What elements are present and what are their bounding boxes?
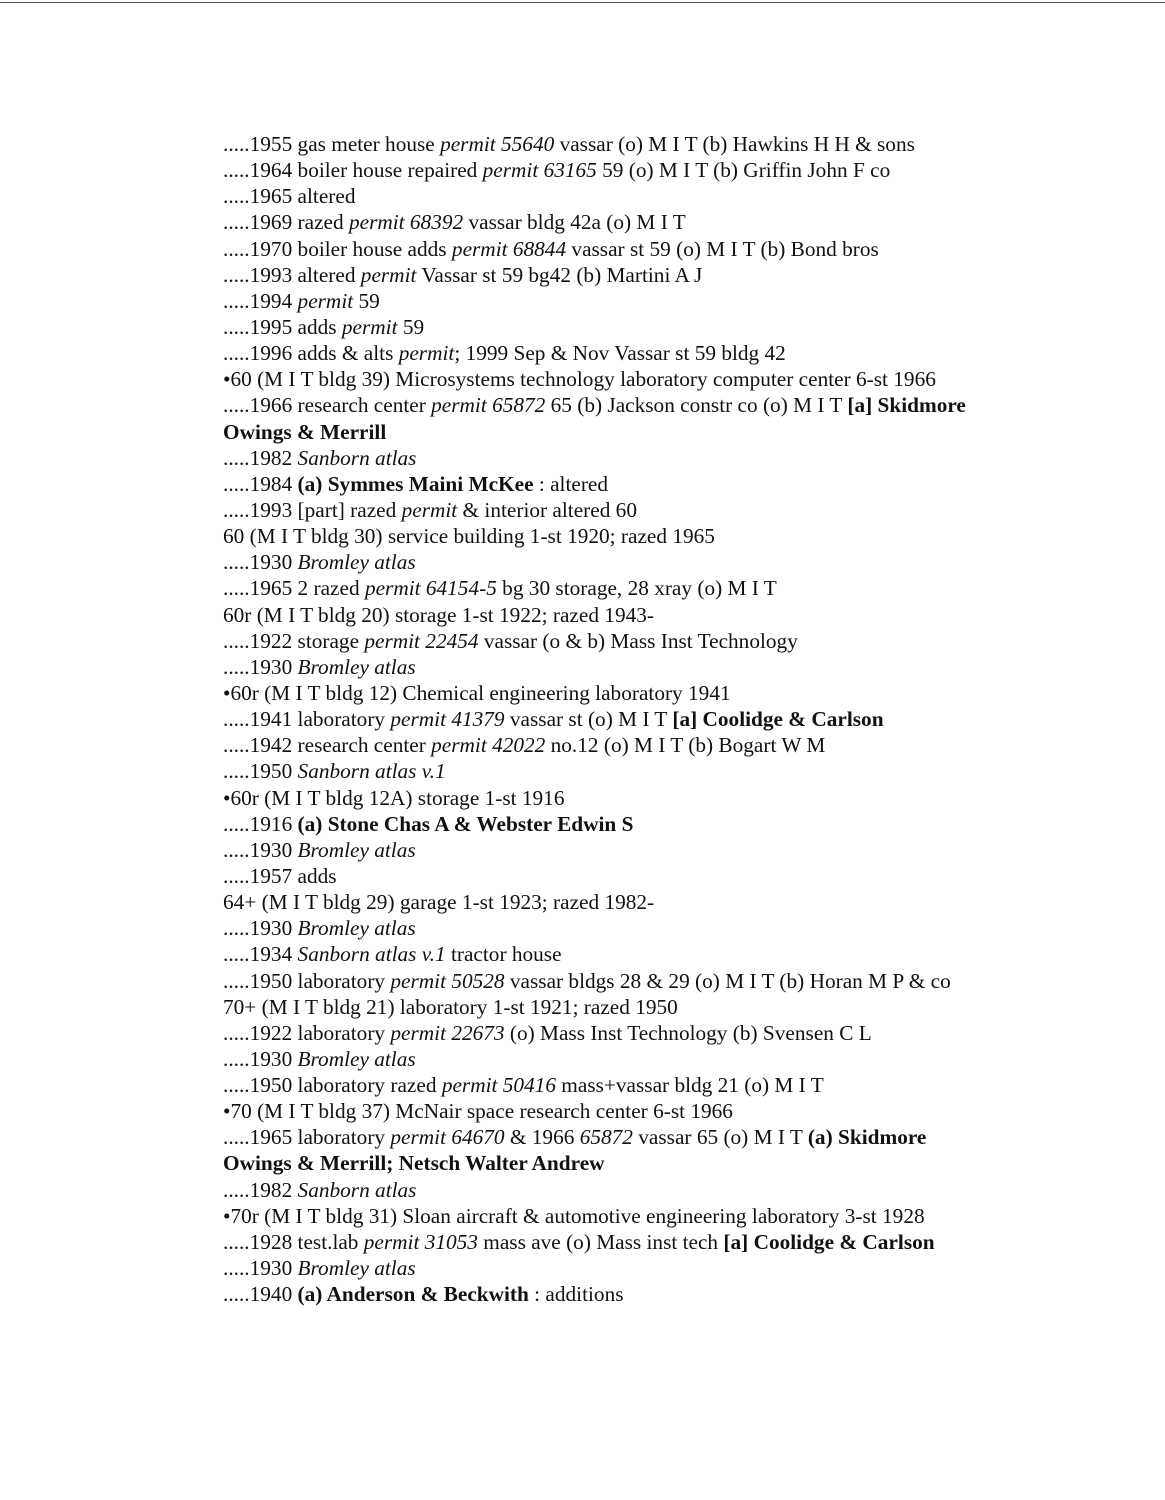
text-run: mass ave (o) Mass inst tech: [477, 1229, 724, 1254]
text-run: no.12 (o) M I T (b) Bogart W M: [545, 733, 826, 758]
text-line: [223, 1020, 1123, 1046]
text-line: [223, 863, 1123, 889]
italic-text: Sanborn atlas v.1: [297, 759, 446, 784]
italic-text: Bromley atlas: [297, 550, 416, 575]
text-run: .....1930: [223, 916, 298, 941]
bold-text: (a) Stone Chas A & Webster Edwin S: [297, 811, 634, 836]
italic-text: Bromley atlas: [297, 1046, 416, 1071]
text-line: [223, 131, 1123, 157]
italic-text: Sanborn atlas v.1: [297, 942, 446, 967]
text-line: [223, 575, 1123, 601]
text-run: (o) Mass Inst Technology (b) Svensen C L: [504, 1020, 872, 1045]
bold-text: Owings & Merrill: [223, 419, 387, 444]
text-line: [223, 968, 1123, 994]
italic-text: permit 42022: [431, 733, 546, 758]
text-line: [223, 1124, 1123, 1150]
text-run: .....1970 boiler house adds: [223, 236, 452, 261]
italic-text: permit 64154-5: [364, 576, 497, 601]
text-run: .....1955 gas meter house: [223, 132, 441, 156]
italic-text: permit 50416: [441, 1073, 556, 1098]
text-run: .....1993 altered: [223, 262, 361, 287]
text-line: [223, 706, 1123, 732]
text-run: .....1916: [223, 811, 298, 836]
text-run: vassar st 59 (o) M I T (b) Bond bros: [566, 236, 879, 261]
italic-text: permit: [360, 262, 417, 287]
text-run: .....1993 [part] razed: [223, 497, 402, 522]
text-line: [223, 340, 1123, 366]
scan-top-edge: [0, 2, 1165, 3]
text-run: & interior altered 60: [457, 497, 637, 522]
text-line: [223, 1281, 1123, 1307]
text-line: [223, 262, 1123, 288]
text-run: 60r (M I T bldg 20) storage 1-st 1922; razed 1943-: [223, 602, 654, 627]
text-line: [223, 1150, 1123, 1176]
text-line: [223, 236, 1123, 262]
text-run: 60 (M I T bldg 30) service building 1-st 1920; razed 1965: [223, 524, 715, 549]
italic-text: Bromley atlas: [297, 916, 416, 941]
italic-text: permit 64670: [390, 1125, 505, 1150]
text-line: [223, 419, 1123, 445]
text-run: .....1922 laboratory: [223, 1020, 391, 1045]
text-line: [223, 366, 1123, 392]
text-line: [223, 445, 1123, 471]
text-run: mass+vassar bldg 21 (o) M I T: [555, 1073, 824, 1098]
text-run: .....1930: [223, 1256, 298, 1281]
italic-text: permit: [297, 288, 354, 313]
text-line: [223, 758, 1123, 784]
text-line: [223, 811, 1123, 837]
text-line: [223, 837, 1123, 863]
text-line: [223, 941, 1123, 967]
text-line: [223, 523, 1123, 549]
text-line: [223, 915, 1123, 941]
text-run: tractor house: [445, 942, 562, 967]
text-line: [223, 732, 1123, 758]
text-run: .....1950 laboratory: [223, 968, 391, 993]
text-run: .....1942 research center: [223, 733, 432, 758]
text-run: & 1966: [504, 1125, 580, 1150]
text-run: 59 (o) M I T (b) Griffin John F co: [596, 158, 891, 183]
bold-text: (a) Symmes Maini McKee: [297, 471, 534, 496]
bold-text: (a) Anderson & Beckwith: [297, 1282, 529, 1307]
text-run: 64+ (M I T bldg 29) garage 1-st 1923; razed 1982-: [223, 890, 655, 915]
text-line: [223, 392, 1123, 418]
text-run: : altered: [533, 471, 609, 496]
italic-text: permit 63165: [482, 158, 597, 183]
text-run: .....1964 boiler house repaired: [223, 158, 483, 183]
text-line: [223, 602, 1123, 628]
text-line: [223, 889, 1123, 915]
italic-text: permit 41379: [390, 707, 505, 732]
text-run: .....1930: [223, 654, 298, 679]
text-run: 59: [397, 314, 425, 339]
text-line: [223, 680, 1123, 706]
text-line: [223, 183, 1123, 209]
italic-text: Sanborn atlas: [297, 1177, 417, 1202]
text-run: .....1950 laboratory razed: [223, 1073, 442, 1098]
text-line: [223, 628, 1123, 654]
italic-text: permit 65872: [431, 393, 546, 418]
italic-text: 65872: [579, 1125, 633, 1150]
text-run: .....1928 test.lab: [223, 1229, 364, 1254]
text-run: .....1957 adds: [223, 863, 337, 888]
italic-text: Bromley atlas: [297, 654, 416, 679]
text-run: .....1934: [223, 942, 298, 967]
italic-text: permit: [401, 497, 458, 522]
text-line: [223, 654, 1123, 680]
text-run: : additions: [528, 1282, 624, 1307]
bold-text: Owings & Merrill; Netsch Walter Andrew: [223, 1151, 605, 1176]
text-line: [223, 314, 1123, 340]
text-run: .....1965 altered: [223, 184, 356, 209]
text-line: [223, 1046, 1123, 1072]
text-run: vassar (o & b) Mass Inst Technology: [478, 628, 798, 653]
text-run: 70+ (M I T bldg 21) laboratory 1-st 1921; razed 1950: [223, 994, 678, 1019]
text-run: vassar st (o) M I T: [504, 707, 673, 732]
italic-text: Bromley atlas: [297, 1256, 416, 1281]
text-line: [223, 785, 1123, 811]
italic-text: Sanborn atlas: [297, 445, 417, 470]
bold-text: (a) Skidmore: [807, 1125, 927, 1150]
italic-text: permit 68392: [348, 210, 464, 235]
text-line: [223, 1255, 1123, 1281]
italic-text: permit 22673: [390, 1020, 505, 1045]
text-run: .....1941 laboratory: [223, 707, 391, 732]
text-run: •70 (M I T bldg 37) McNair space research center 6-st 1966: [223, 1099, 733, 1124]
text-line: [223, 209, 1123, 235]
text-run: .....1982: [223, 1177, 298, 1202]
text-run: .....1994: [223, 288, 298, 313]
text-run: •60r (M I T bldg 12) Chemical engineering laboratory 1941: [223, 680, 731, 705]
italic-text: permit 22454: [364, 628, 479, 653]
text-run: .....1996 adds & alts: [223, 341, 399, 366]
text-line: [223, 288, 1123, 314]
text-run: Vassar st 59 bg42 (b) Martini A J: [416, 262, 703, 287]
italic-text: permit 68844: [451, 236, 567, 261]
text-line: [223, 157, 1123, 183]
text-run: .....1950: [223, 759, 298, 784]
text-run: .....1930: [223, 550, 298, 575]
text-run: .....1984: [223, 471, 298, 496]
text-run: vassar 65 (o) M I T: [632, 1125, 808, 1150]
italic-text: Bromley atlas: [297, 837, 416, 862]
text-line: [223, 1203, 1123, 1229]
text-run: ; 1999 Sep & Nov Vassar st 59 bldg 42: [454, 341, 786, 366]
text-run: •70r (M I T bldg 31) Sloan aircraft & automotive engineering laboratory 3-st 1928: [223, 1203, 925, 1228]
text-line: [223, 1177, 1123, 1203]
bold-text: [a] Coolidge & Carlson: [672, 707, 884, 732]
text-line: [223, 994, 1123, 1020]
text-line: [223, 1098, 1123, 1124]
text-run: .....1965 2 razed: [223, 576, 365, 601]
text-run: 65 (b) Jackson constr co (o) M I T: [545, 393, 848, 418]
text-run: .....1969 razed: [223, 210, 349, 235]
text-run: .....1940: [223, 1282, 298, 1307]
text-run: vassar (o) M I T (b) Hawkins H H & sons: [554, 132, 915, 156]
text-run: •60 (M I T bldg 39) Microsystems technology laboratory computer center 6-st 1966: [223, 367, 936, 392]
italic-text: permit 55640: [440, 132, 555, 156]
text-run: .....1930: [223, 837, 298, 862]
text-line: [223, 1072, 1123, 1098]
text-run: .....1995 adds: [223, 314, 342, 339]
text-line: [223, 1229, 1123, 1255]
bold-text: [a] Skidmore: [847, 393, 966, 418]
text-run: .....1930: [223, 1046, 298, 1071]
text-run: 59: [353, 288, 380, 313]
text-run: .....1965 laboratory: [223, 1125, 391, 1150]
text-run: .....1922 storage: [223, 628, 365, 653]
bold-text: [a] Coolidge & Carlson: [723, 1229, 935, 1254]
text-line: [223, 471, 1123, 497]
text-line: [223, 549, 1123, 575]
italic-text: permit: [398, 341, 455, 366]
italic-text: permit 31053: [363, 1229, 478, 1254]
text-run: •60r (M I T bldg 12A) storage 1-st 1916: [223, 785, 565, 810]
italic-text: permit: [341, 314, 398, 339]
text-run: .....1982: [223, 445, 298, 470]
italic-text: permit 50528: [390, 968, 505, 993]
text-run: bg 30 storage, 28 xray (o) M I T: [496, 576, 777, 601]
text-line: [223, 497, 1123, 523]
text-run: vassar bldg 42a (o) M I T: [463, 210, 686, 235]
text-run: vassar bldgs 28 & 29 (o) M I T (b) Horan M P & co: [504, 968, 951, 993]
document-text: [223, 131, 1123, 1307]
text-run: .....1966 research center: [223, 393, 432, 418]
